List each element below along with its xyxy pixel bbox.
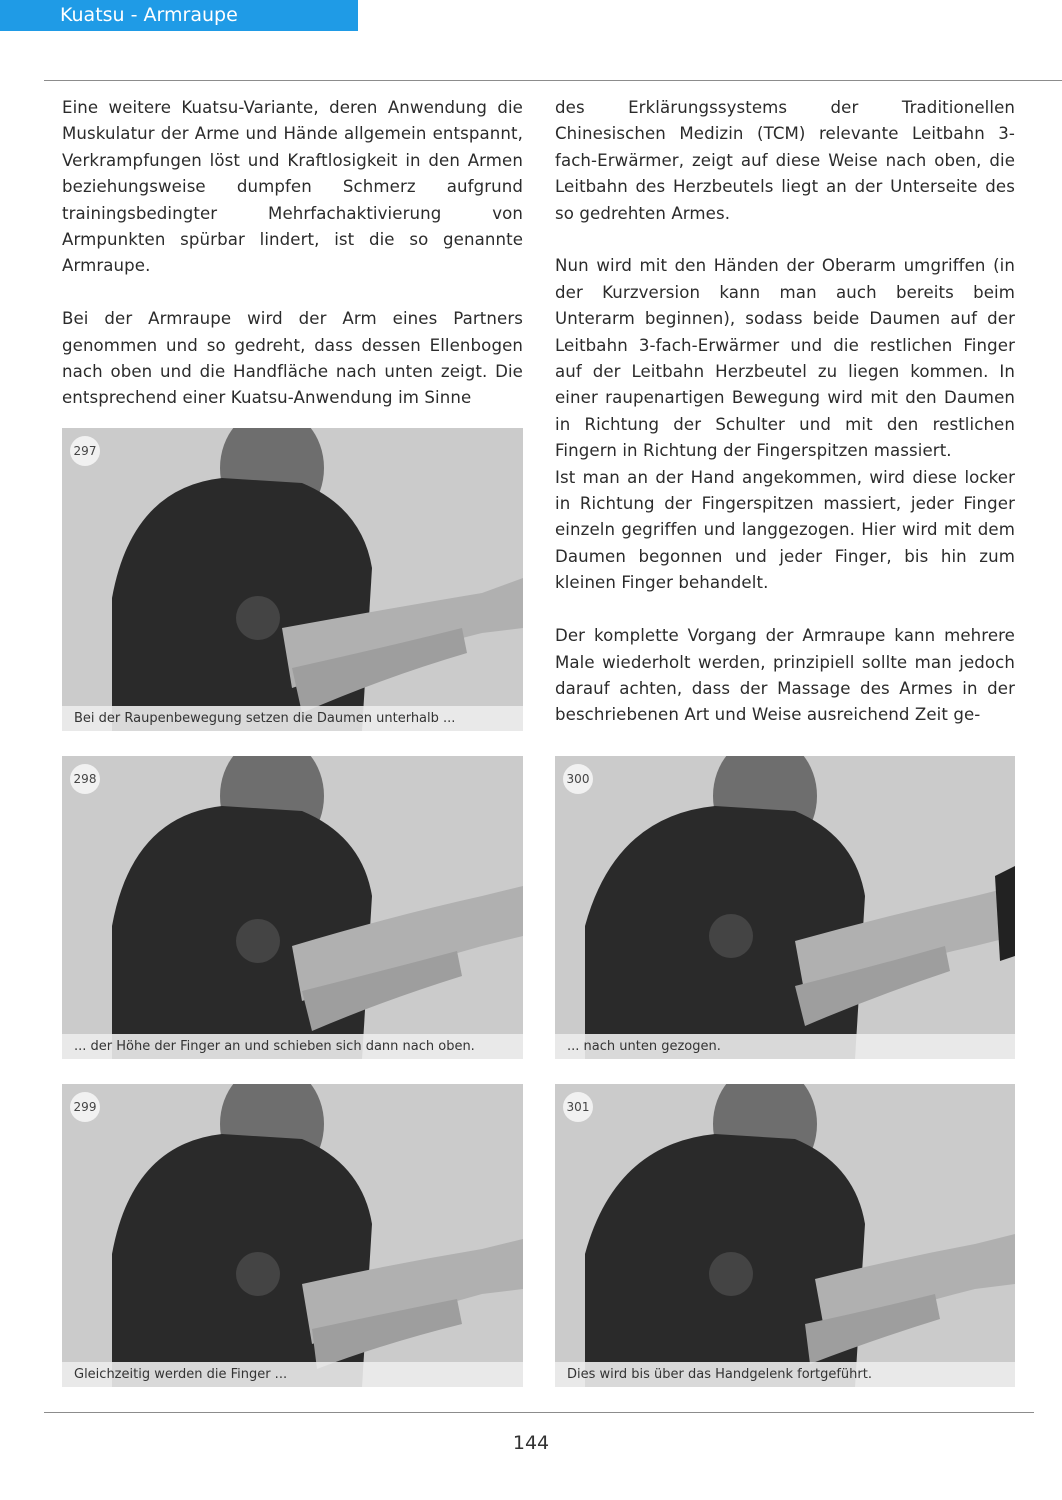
figure-caption: ... der Höhe der Finger an und schieben sich dann nach oben. xyxy=(62,1034,523,1059)
figure-caption: ... nach unten gezogen. xyxy=(555,1034,1015,1059)
figure-number-badge: 297 xyxy=(70,436,100,466)
photo-301 xyxy=(555,1084,1015,1387)
paragraph: Nun wird mit den Händen der Oberarm umgriffen (in der Kurzversion kann man auch bereits beim Unterarm beginnen), sodass beide Daumen auf der Leitbahn 3-fach-Erwärmer und die restlichen Finger auf der Leitbahn Herzbeutel zu liegen kommen. In einer raupenartigen Bewegung wird mit den Daumen in Richtung der Schulter und mit den restlichen Fingern in Richtung der Fingerspitzen massiert. xyxy=(555,256,1015,461)
figure-number-badge: 300 xyxy=(563,764,593,794)
photo-300 xyxy=(555,756,1015,1059)
paragraph: Eine weitere Kuatsu-Variante, deren Anwendung die Muskulatur der Arme und Hände allgemein entspannt, Verkrampfungen löst und Kraftlosigkeit in den Armen beziehungsweise dumpfen Schmerz aufgrund trainingsbedingter Mehrfachaktivierung von Armpunkten spürbar lindert, ist die so genannte Armraupe. xyxy=(62,98,523,276)
photo-illustration xyxy=(62,428,523,731)
figure-caption: Gleichzeitig werden die Finger ... xyxy=(62,1362,523,1387)
paragraph: des Erklärungssystems der Traditionellen Chinesischen Medizin (TCM) relevante Leitbahn 3-fach-Erwärmer, zeigt auf diese Weise nach oben, die Leitbahn des Herzbeutels liegt an der Unterseite des so gedrehten Armes. xyxy=(555,98,1015,223)
right-text-column xyxy=(555,95,1015,729)
paragraph: Der komplette Vorgang der Armraupe kann mehrere Male wiederholt werden, prinzipiell sollte man jedoch darauf achten, dass der Massage des Armes in der beschriebenen Art und Weise ausreichend Zeit ge- xyxy=(555,626,1015,725)
figure-number-badge: 299 xyxy=(70,1092,100,1122)
photo-illustration xyxy=(555,1084,1015,1387)
figure-number-badge: 301 xyxy=(563,1092,593,1122)
photo-299 xyxy=(62,1084,523,1387)
paragraph: Ist man an der Hand angekommen, wird diese locker in Richtung der Fingerspitzen massiert, jeder Finger einzeln gegriffen und langgezogen. Hier wird mit dem Daumen begonnen und jeder Finger, bis hin zum kleinen Finger behandelt. xyxy=(555,467,1015,593)
photo-illustration xyxy=(62,1084,523,1387)
top-divider xyxy=(44,80,1062,81)
figure-caption: Bei der Raupenbewegung setzen die Daumen unterhalb ... xyxy=(62,706,523,731)
photo-illustration xyxy=(62,756,523,1059)
page-number: 144 xyxy=(512,1432,550,1454)
left-text-column xyxy=(62,95,523,412)
bottom-divider xyxy=(44,1412,1034,1413)
figure-number-badge: 298 xyxy=(70,764,100,794)
photo-298 xyxy=(62,756,523,1059)
figure-caption: Dies wird bis über das Handgelenk fortgeführt. xyxy=(555,1362,1015,1387)
chapter-header: Kuatsu - Armraupe xyxy=(0,0,358,31)
photo-297 xyxy=(62,428,523,731)
paragraph: Bei der Armraupe wird der Arm eines Partners genommen und so gedreht, dass dessen Ellenbogen nach oben und die Handfläche nach unten zeigt. Die entsprechend einer Kuatsu-Anwendung im Sinne xyxy=(62,309,523,408)
photo-illustration xyxy=(555,756,1015,1059)
